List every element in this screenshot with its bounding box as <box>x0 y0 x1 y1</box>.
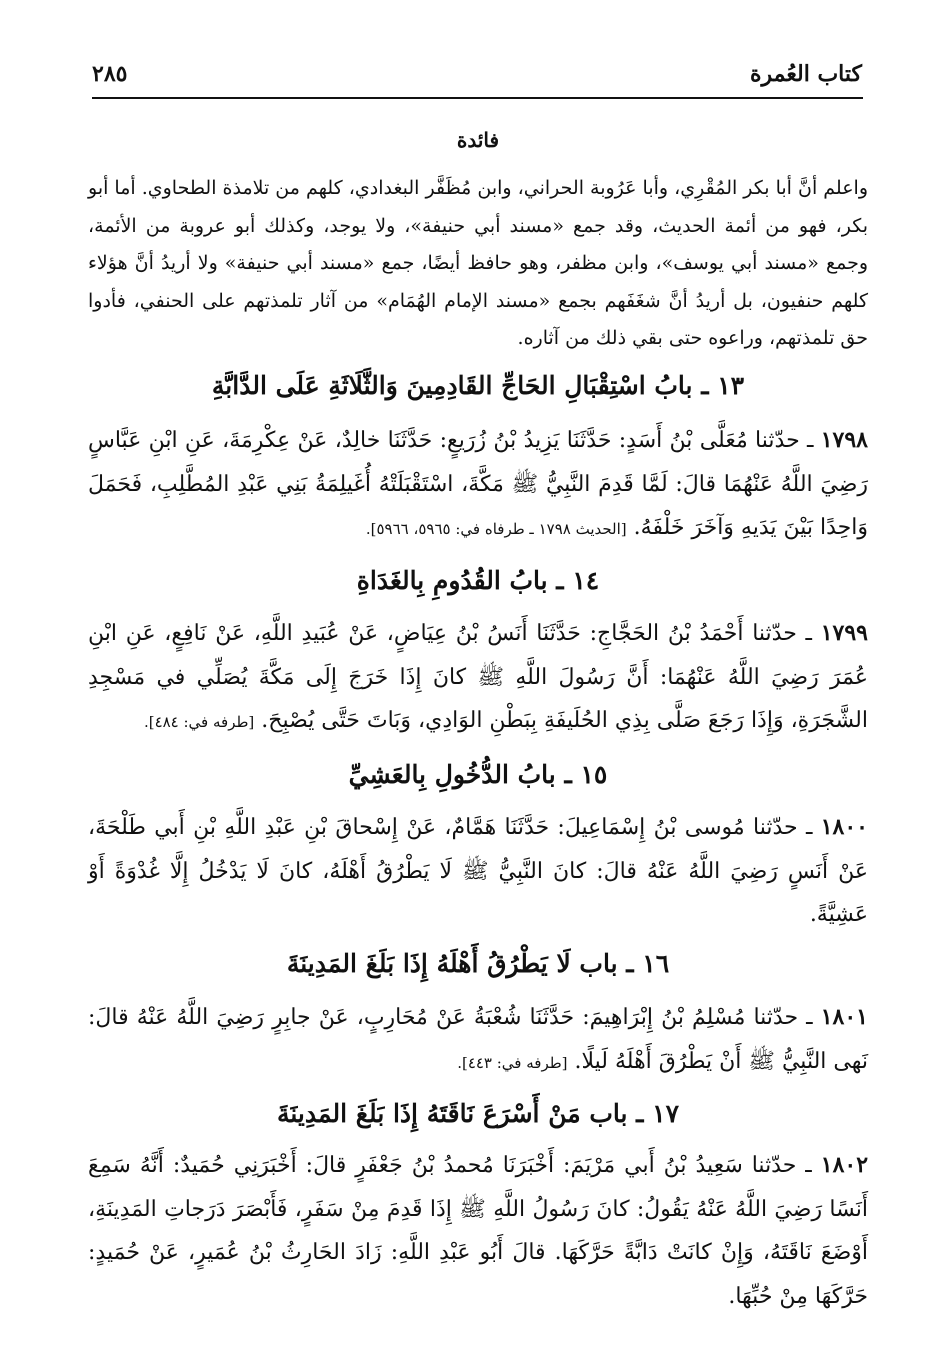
hadith-number: ١٧٩٩ <box>820 620 868 646</box>
hadith-number: ١٨٠٠ <box>820 814 868 840</box>
hadith-text: ـ حدّثنا مُسْلِمُ بْنُ إِبْرَاهِيمَ: حَدَّثَنَا شُعْبَةُ عَنْ مُحَارِبٍ، عَنْ جابِرٍ رَضِيَ اللَّهُ عَنْهُ قالَ: نَهى النَّبِيُّ ﷺ أَنْ يَطْرُقَ أَهْلَهُ لَيلًا. <box>88 1005 868 1074</box>
running-header <box>92 55 862 91</box>
hadith-reference: [طرفه في: ٤٨٤]. <box>143 713 255 731</box>
chapter-heading-16: ١٦ ـ باب لَا يَطْرُقُ أَهْلَهُ إِذَا بَلَغَ المَدِينَةَ <box>286 949 670 978</box>
hadith-1799 <box>88 612 868 745</box>
benefit-text: واعلم أنَّ أبا بكر المُقْرِي، وأبا عَرُوبة الحراني، وابن مُظَفَّر البغدادي، كلهم من تلامذة الطحاوي. أما أبو بكر، فهو من أئمة الحديث، وقد جمع «مسند أبي حنيفة»، ولا يوجد، وكذلك أبو عروبة من الأئمة، وجمع «مسند أبي يوسف»، وابن مظفر، وهو حافظ أيضًا، جمع «مسند أبي حنيفة» ولا أريدُ أنَّ هؤلاء كلهم حنفيون، بل أريدُ أنَّ شغَفَهم بجمع «مسند الإمام الهُمَام» من آثار تلمذتهم على الحنفي، فأدوا حق تلمذتهم، وراعوه حتى بقي ذلك من آثاره. <box>88 177 868 349</box>
hadith-text: ـ حدّثنا مُعَلَّى بْنُ أَسَدٍ: حَدَّثَنَا يَزِيدُ بْنُ زُرَيعٍ: حَدَّثَنَا خالِدٌ، عَنْ عِكْرِمَةَ، عَنِ ابْنِ عَبَّاسٍ رَضِيَ اللَّهُ عَنْهُمَا قالَ: لَمَّا قَدِمَ النَّبِيُّ ﷺ مَكَّةَ، اسْتَقْبَلَتْهُ أُغَيلِمَةُ بَنِي عَبْدِ المُطَّلِبِ، فَحَمَلَ وَاحِدًا بَيْنَ يَدَيهِ وَآخَرَ خَلْفَهُ. <box>88 428 868 540</box>
header-rule <box>92 97 863 99</box>
hadith-reference: [طرفه في: ٤٤٣]. <box>457 1053 568 1072</box>
hadith-1801 <box>88 996 868 1085</box>
hadith-reference: [الحديث ١٧٩٨ ـ طرفاه في: ٥٩٦٥، ٥٩٦٦]. <box>365 520 627 538</box>
book-title: كتاب العُمرة <box>750 61 862 87</box>
chapter-heading-15: ١٥ ـ بابُ الدُّخُولِ بِالعَشِيِّ <box>348 760 608 789</box>
hadith-number: ١٨٠١ <box>820 1004 868 1030</box>
hadith-1802 <box>88 1144 868 1318</box>
hadith-text: ـ حدّثنا سَعِيدُ بْنُ أَبي مَرْيَمَ: أَخْبَرَنَا مُحمدُ بْنُ جَعْفَرٍ قالَ: أَخْبَرَنِي حُمَيدٌ: أَنَّهُ سَمِعَ أَنَسًا رَضِيَ اللَّهُ عَنْهُ يَقُولُ: كانَ رَسُولُ اللَّهِ ﷺ إِذَا قَدِمَ مِنْ سَفَرٍ، فَأَبْصَرَ دَرَجاتِ المَدِينَةِ، أَوْضَعَ نَاقَتَهُ، وَإِنْ كانَتْ دَابَّةً حَرَّكَهَا. قالَ أَبُو عَبْدِ اللَّهِ: زَادَ الحَارِثُ بْنُ عُمَيرٍ، عَنْ حُمَيدٍ: حَرَّكَهَا مِنْ حُبِّهَا. <box>88 1153 868 1309</box>
chapter-heading-13: ١٣ ـ بابُ اسْتِقْبَالِ الحَاجِّ القَادِمِينَ وَالثَّلَاثَةِ عَلَى الدَّابَّةِ <box>211 371 745 400</box>
hadith-number: ١٧٩٨ <box>820 427 868 453</box>
hadith-text: ـ حدّثنا مُوسى بْنُ إِسْمَاعِيلَ: حَدَّثَنَا هَمَّامٌ، عَنْ إِسْحاقَ بْنِ عَبْدِ اللَّهِ بْنِ أَبي طَلْحَةَ، عَنْ أَنَسٍ رَضِيَ اللَّهُ عَنْهُ قالَ: كانَ النَّبِيُّ ﷺ لَا يَطْرُقُ أَهْلَهُ، كانَ لَا يَدْخُلُ إِلَّا غُدْوَةً أَوْ عَشِيَّةً. <box>88 815 868 927</box>
hadith-text: ـ حدّثنا أَحْمَدُ بْنُ الحَجَّاجِ: حَدَّثَنَا أَنَسُ بْنُ عِيَاضٍ، عَنْ عُبَيدِ اللَّهِ، عَنْ نَافِعٍ، عَنِ ابْنِ عُمَرَ رَضِيَ اللَّهُ عَنْهُمَا: أَنَّ رَسُولَ اللَّهِ ﷺ كانَ إِذَا خَرَجَ إِلَى مَكَّةَ يُصَلِّي في مَسْجِدِ الشَّجَرَةِ، وَإِذَا رَجَعَ صَلَّى بِذِي الحُلَيفَةِ بِبَطْنِ الوَادِي، وَبَاتَ حَتَّى يُصْبِحَ. <box>88 621 868 733</box>
benefit-title: فائدة <box>456 128 500 152</box>
chapter-heading-17: ١٧ ـ باب مَنْ أَسْرَعَ نَاقَتَهُ إِذَا بَلَغَ المَدِينَةَ <box>276 1099 680 1128</box>
hadith-number: ١٨٠٢ <box>820 1152 869 1178</box>
hadith-1798 <box>88 419 868 552</box>
page-number: ٢٨٥ <box>92 61 128 87</box>
hadith-1800 <box>88 806 868 937</box>
chapter-heading-14: ١٤ ـ بابُ القُدُومِ بِالغَدَاةِ <box>356 566 600 595</box>
